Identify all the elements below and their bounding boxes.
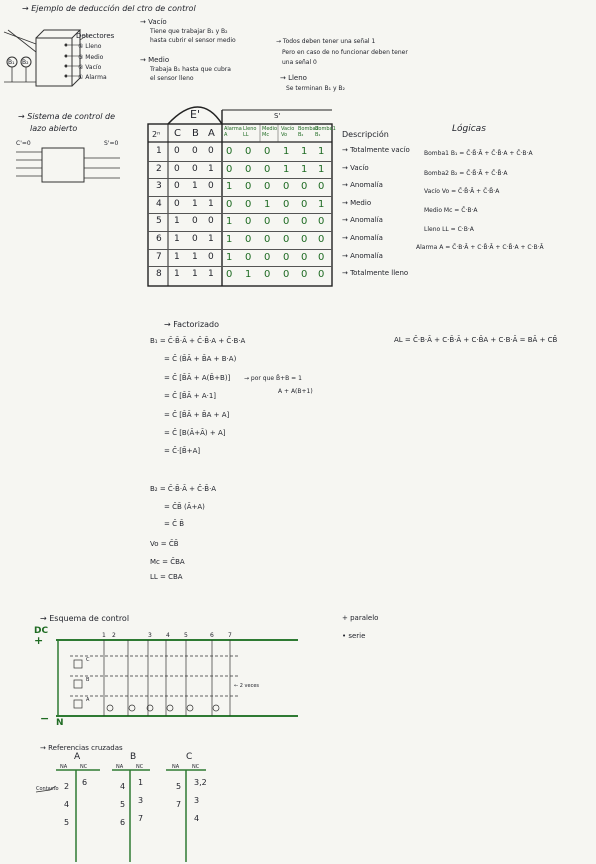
row-output-value: 1 — [318, 198, 325, 210]
row-output-value: 0 — [245, 251, 252, 263]
row-output-value: 1 — [318, 163, 325, 175]
row-output-value: 0 — [283, 251, 290, 263]
row-output-value: 0 — [301, 216, 308, 228]
wire-number: 5 — [184, 632, 188, 639]
row-output-value: 0 — [226, 269, 233, 281]
row-description: → Anomalía — [342, 234, 383, 242]
ref-header-nc: NC — [80, 764, 88, 770]
esquema-title: → Esquema de control — [40, 614, 130, 623]
th-b: B — [192, 128, 199, 139]
lleno-line: Se terminan B₁ y B₂ — [286, 85, 345, 92]
row-index: 6 — [156, 234, 162, 244]
factor-note-1: → por que B̄+B = 1 — [244, 375, 302, 382]
factor-title: → Factorizado — [164, 320, 220, 329]
row-divider — [148, 266, 332, 267]
sensor-vacio: ② Vacío — [78, 64, 102, 71]
ref-column-name: A — [74, 752, 81, 762]
dc-label: DC — [34, 626, 49, 636]
logica-vo: Vacío Vo = C̄·B̄·Ā + C̄·B̄·A — [424, 188, 500, 195]
vacio-line-2: hasta cubrir el sensor medio — [150, 37, 236, 44]
logica-title: Lógicas — [452, 124, 486, 134]
wire-number: 4 — [166, 632, 170, 639]
medio-title: → Medio — [140, 56, 170, 64]
contact-c: C — [86, 657, 90, 663]
ref-nc-value: 3 — [194, 796, 200, 805]
medio-line-2: el sensor lleno — [150, 75, 194, 82]
row-input-a: 1 — [208, 269, 214, 280]
mc-equation: Mc = C̄BA — [150, 558, 185, 566]
row-output-value: 0 — [318, 181, 325, 193]
row-description: → Anomalía — [342, 181, 383, 190]
sensor-medio: ③ Medio — [78, 54, 104, 61]
row-output-value: 0 — [318, 234, 325, 245]
ref-na-value: 4 — [120, 782, 126, 791]
row-input-b: 0 — [192, 216, 198, 227]
row-input-b: 1 — [192, 269, 198, 280]
row-output-value: 0 — [226, 146, 233, 157]
th-a: A — [208, 128, 215, 139]
row-input-a: 1 — [208, 234, 214, 244]
minus-label: − — [40, 712, 50, 725]
row-input-b: 0 — [192, 163, 198, 174]
row-input-a: 1 — [208, 198, 214, 209]
note-line-1: → Todos deben tener una señal 1 — [276, 38, 376, 45]
factor-line-0: B₁ = C̄·B̄·Ā + C̄·B̄·A + C̄·B·A — [150, 337, 246, 345]
row-output-value: 0 — [301, 234, 308, 245]
row-input-a: 0 — [208, 146, 214, 156]
row-index: 1 — [156, 146, 162, 156]
row-divider — [148, 213, 332, 214]
ref-header-na: NA — [172, 764, 180, 770]
row-input-b: 0 — [192, 146, 198, 156]
ref-na-value: 6 — [120, 818, 126, 827]
vacio-line-1: Tiene que trabajar B₁ y B₂ — [150, 28, 228, 35]
row-description: → Totalmente lleno — [342, 269, 409, 278]
th-alarma: Alarma A — [224, 126, 242, 138]
row-output-value: 1 — [283, 146, 290, 157]
sensors-title: Detectores — [76, 32, 115, 40]
row-output-value: 1 — [226, 251, 233, 263]
row-output-value: 0 — [283, 198, 290, 210]
row-input-a: 1 — [208, 163, 214, 174]
legend-paralelo: + paralelo — [342, 614, 379, 622]
system-input: C'=0 — [16, 140, 31, 147]
plus-label: + — [34, 634, 44, 647]
ll-equation: LL = CBA — [150, 573, 183, 581]
row-output-value: 0 — [318, 269, 325, 281]
th-bomba2: Bomba2 B₂ — [298, 126, 319, 138]
th-medio: Medio Mc — [262, 126, 278, 138]
factor-line-5: = C̄ [B(Ā+Ā) + A] — [164, 429, 226, 437]
row-divider — [148, 196, 332, 197]
row-description: → Vacío — [342, 163, 369, 172]
row-input-b: 0 — [192, 234, 198, 244]
wire-number: 6 — [210, 632, 214, 639]
th-c: C — [174, 128, 181, 139]
wire-number: 7 — [228, 632, 232, 639]
row-output-value: 1 — [226, 181, 233, 193]
row-output-value: 1 — [301, 146, 308, 157]
row-description: → Totalmente vacío — [342, 146, 410, 154]
row-input-b: 1 — [192, 251, 198, 262]
outputs-label: S' — [274, 112, 281, 120]
note-line-3: una señal 0 — [282, 59, 317, 66]
row-output-value: 1 — [226, 216, 233, 228]
row-output-value: 0 — [301, 198, 308, 210]
row-input-c: 1 — [174, 251, 180, 262]
wire-number: 3 — [148, 632, 152, 639]
factor-line-1: = C̄ (B̄Ā + B̄A + B·A) — [164, 355, 237, 363]
row-output-value: 0 — [283, 216, 290, 228]
row-input-a: 0 — [208, 216, 214, 227]
row-index: 5 — [156, 216, 162, 227]
row-input-b: 1 — [192, 181, 198, 192]
row-input-a: 0 — [208, 181, 214, 192]
ref-na-value: 7 — [176, 800, 182, 809]
row-output-value: 0 — [264, 234, 271, 245]
b2-line-2: = C̄ B̄ — [164, 520, 185, 528]
row-output-value: 1 — [264, 198, 271, 210]
ref-nc-value: 3 — [138, 796, 144, 805]
ref-na-value: 5 — [120, 800, 126, 809]
wire-number: 1 — [102, 632, 106, 639]
th-lleno: Lleno LL — [243, 126, 257, 138]
b2-line-0: B₂ = C̄·B̄·Ā + C̄·B̄·A — [150, 485, 217, 493]
row-description: → Anomalía — [342, 216, 383, 225]
description-title: Descripción — [342, 130, 389, 139]
row-divider — [148, 249, 332, 250]
ref-nc-value: 6 — [82, 778, 88, 787]
vacio-title: → Vacío — [140, 18, 167, 26]
sensor-alarma: ① Alarma — [78, 74, 107, 81]
wire-number: 2 — [112, 632, 116, 639]
contact-b: B — [86, 677, 90, 683]
row-index: 2 — [156, 163, 162, 174]
row-output-value: 1 — [318, 146, 325, 157]
th-bomba1: Bomba1 B₁ — [315, 126, 336, 138]
row-input-c: 0 — [174, 146, 180, 156]
ref-header-na: NA — [60, 764, 68, 770]
row-description: → Medio — [342, 198, 372, 207]
ref-na-value: 5 — [176, 782, 182, 791]
row-description: → Anomalía — [342, 251, 383, 260]
ref-nc-value: 1 — [138, 778, 144, 787]
logica-mc: Medio Mc = C̄·B·A — [424, 207, 478, 214]
row-input-c: 0 — [174, 163, 180, 174]
system-title: → Sistema de control de — [18, 112, 116, 121]
row-output-value: 0 — [245, 181, 252, 193]
row-output-value: 1 — [245, 269, 252, 281]
contact-a: A — [86, 697, 90, 703]
ref-nc-value: 4 — [194, 814, 200, 823]
factor-line-2: = C̄ [B̄Ā + A(B̄+B)] — [164, 374, 231, 382]
factor-line-6: = C̄·[B̄+A] — [164, 447, 201, 455]
row-input-c: 0 — [174, 198, 180, 209]
lleno-title: → Lleno — [280, 74, 307, 82]
row-divider — [148, 178, 332, 179]
row-output-value: 0 — [264, 269, 271, 281]
row-output-value: 0 — [283, 181, 290, 193]
schema-note: ← 2 veces — [234, 683, 260, 689]
referencias-title: → Referencias cruzadas — [40, 744, 123, 752]
note-line-2: Pero en caso de no funcionar deben tener — [282, 49, 408, 56]
row-output-value: 0 — [301, 269, 308, 281]
row-input-c: 1 — [174, 269, 180, 280]
alarm-equation: AL = C̄·B·Ā + C·B̄·Ā + C·B̄A + C·B·Ā = BĀ + CB̄ — [394, 336, 558, 344]
side-label: Contacto — [36, 786, 59, 792]
row-index: 4 — [156, 198, 162, 209]
ref-na-value: 4 — [64, 800, 70, 809]
sensor-lleno: ④ Lleno — [78, 43, 102, 50]
b2-line-1: = C̄B̄ (Ā+A) — [164, 503, 205, 511]
row-divider — [148, 161, 332, 162]
row-output-value: 0 — [245, 234, 252, 245]
th-n: 2ⁿ — [152, 130, 161, 139]
th-vacio: Vacío Vo — [281, 126, 295, 138]
row-output-value: 0 — [301, 251, 308, 263]
row-index: 7 — [156, 251, 162, 262]
row-output-value: 0 — [264, 146, 271, 157]
row-output-value: 0 — [245, 146, 252, 157]
row-input-c: 0 — [174, 181, 180, 192]
medio-line-1: Trabaja B₁ hasta que cubra — [150, 66, 231, 73]
legend-serie: • serie — [342, 632, 366, 640]
factor-line-4: = C̄ [B̄Ā + B̄A + A] — [164, 411, 230, 419]
ref-header-nc: NC — [136, 764, 144, 770]
ref-nc-value: 3,2 — [194, 778, 207, 787]
page-title: → Ejemplo de deducción del ctro de control — [22, 4, 196, 13]
row-output-value: 0 — [283, 269, 290, 281]
row-index: 3 — [156, 181, 162, 192]
pump-b1-label: B₁ — [8, 59, 15, 66]
factor-line-3: = C̄ [B̄Ā + A·1] — [164, 392, 217, 400]
row-output-value: 1 — [301, 163, 308, 175]
ref-column-name: B — [130, 752, 137, 762]
row-output-value: 0 — [245, 216, 252, 228]
system-subtitle: lazo abierto — [30, 124, 78, 133]
ref-na-value: 2 — [64, 782, 70, 791]
row-output-value: 0 — [301, 181, 308, 193]
row-output-value: 0 — [264, 216, 271, 228]
row-output-value: 0 — [264, 181, 271, 193]
row-output-value: 0 — [264, 163, 271, 175]
factor-note-2: A + A(B+1) — [278, 388, 313, 395]
ref-header-na: NA — [116, 764, 124, 770]
row-output-value: 0 — [318, 216, 325, 228]
system-output: S'=0 — [104, 140, 119, 147]
row-input-b: 1 — [192, 198, 198, 209]
row-input-a: 0 — [208, 251, 214, 262]
row-output-value: 0 — [226, 198, 233, 210]
row-output-value: 0 — [283, 234, 290, 245]
logica-ll: Lleno LL = C·B·A — [424, 226, 474, 233]
logica-b2: Bomba2 B₂ = C̄·B̄·Ā + C̄·B̄·A — [424, 170, 508, 177]
row-input-c: 1 — [174, 216, 180, 227]
row-output-value: 1 — [283, 163, 290, 175]
ref-header-nc: NC — [192, 764, 200, 770]
logica-alarma: Alarma A = C̄·B·Ā + C·B̄·Ā + C·B̄·A + C·B·Ā — [416, 244, 544, 251]
row-input-c: 1 — [174, 234, 180, 244]
row-output-value: 0 — [226, 163, 233, 175]
row-output-value: 0 — [245, 163, 252, 175]
pump-b2-label: B₂ — [22, 59, 29, 66]
ref-na-value: 5 — [64, 818, 70, 827]
entries-label: E' — [190, 108, 200, 121]
logica-b1: Bomba1 B₁ = C̄·B̄·Ā + C̄·B̄·A + C̄·B·A — [424, 150, 533, 157]
row-index: 8 — [156, 269, 162, 280]
row-output-value: 1 — [226, 234, 233, 245]
row-output-value: 0 — [318, 251, 325, 263]
ref-nc-value: 7 — [138, 814, 144, 823]
row-output-value: 0 — [245, 198, 252, 210]
row-output-value: 0 — [264, 251, 271, 263]
row-divider — [148, 231, 332, 232]
vo-equation: Vo = C̄B̄ — [150, 540, 179, 548]
neutral-label: N — [56, 718, 64, 728]
ref-column-name: C — [186, 752, 193, 762]
